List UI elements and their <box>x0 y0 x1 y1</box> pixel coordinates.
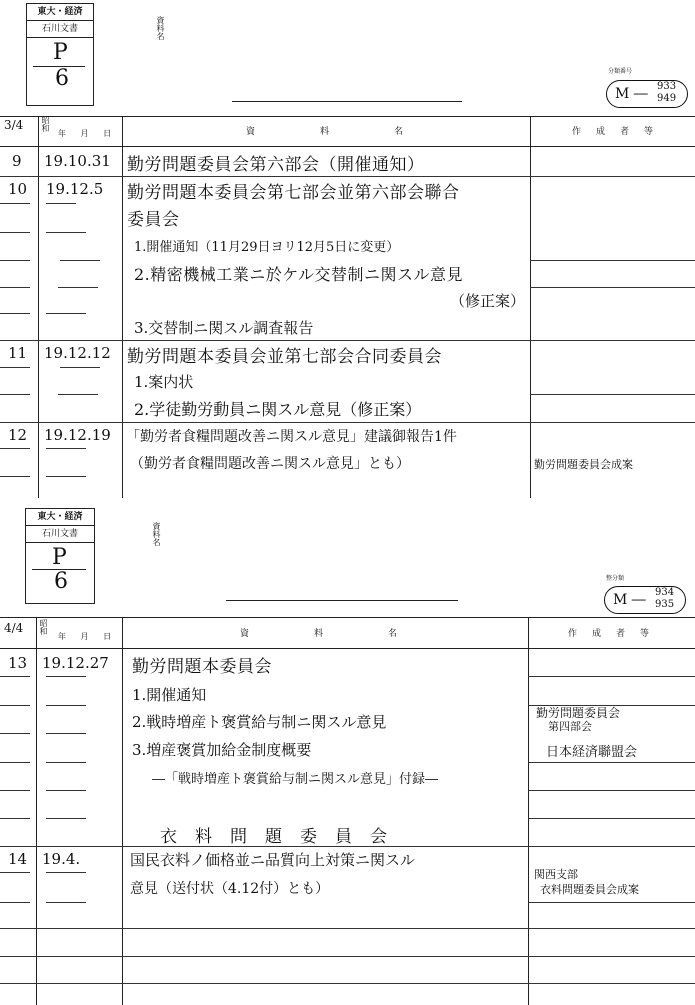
row-text: 勤労問題委員会第六部会（開催通知） <box>127 155 425 175</box>
stamp-line-4: 6 <box>55 66 69 91</box>
row-author: 勤労問題委員会成案 <box>534 458 633 471</box>
header-date-1: 年 月 日 <box>58 129 118 138</box>
row-no: 11 <box>8 344 28 362</box>
header-title-1: 資 料 名 <box>246 127 432 137</box>
header-title-2: 資 料 名 <box>240 629 426 639</box>
row-text: 国民衣料ノ価格並ニ品質向上対策ニ関スル <box>130 851 416 869</box>
row-date: 19.4. <box>42 850 81 868</box>
row-text: ―「戦時増産ト褒賞給与制ニ関スル意見」付録― <box>152 772 439 787</box>
header-date-2: 年 月 日 <box>58 632 118 641</box>
row-text: 3.交替制ニ関スル調査報告 <box>134 319 314 337</box>
shiryoumei-label-2: 資料名 <box>152 522 161 546</box>
row-text: 1.開催通知 <box>132 686 207 704</box>
stamp-line-1: 東大・経済 <box>26 509 94 526</box>
stamp-line-3: P <box>53 40 68 65</box>
row-no: 9 <box>12 152 22 170</box>
row-date: 19.12.27 <box>42 654 109 672</box>
header-author-1: 作 成 者 等 <box>572 127 657 137</box>
class-number-2: M ― 934 935 <box>604 586 686 614</box>
row-no: 13 <box>8 654 28 672</box>
header-era-1: 昭和 <box>41 116 50 132</box>
row-text: 2.精密機械工業ニ於ケル交替制ニ関スル意見 <box>134 265 463 284</box>
row-text: 衣 料 問 題 委 員 会 <box>160 827 388 847</box>
stamp-line-2: 石川文書 <box>27 21 93 38</box>
row-no: 14 <box>8 850 28 868</box>
row-text: 勤労問題本委員会並第七部会合同委員会 <box>127 347 442 367</box>
stamp-line-1: 東大・経済 <box>27 4 93 21</box>
row-author: 勤労問題委員会 <box>536 706 621 720</box>
row-date: 19.10.31 <box>44 152 111 170</box>
stamp-line-4: 6 <box>54 569 68 594</box>
row-author: 日本経済聯盟会 <box>546 745 638 760</box>
row-text: 3.増産褒賞加給金制度概要 <box>132 741 312 759</box>
header-era-2: 昭和 <box>39 619 48 635</box>
archive-stamp-1 <box>26 3 94 106</box>
class-no-label-1: 分類番号 <box>608 68 633 75</box>
row-no: 12 <box>8 426 28 444</box>
row-text: 1.案内状 <box>134 373 194 391</box>
row-no: 10 <box>8 180 28 198</box>
class-number-1: M ― 933 949 <box>606 80 688 108</box>
row-text: 2.戦時増産ト褒賞給与制ニ関スル意見 <box>132 713 387 731</box>
header-author-2: 作 成 者 等 <box>568 629 653 639</box>
row-text: 意見（送付状（4.12付）とも） <box>130 881 330 897</box>
row-author: 第四部会 <box>548 720 592 733</box>
stamp-line-2: 石川文書 <box>26 526 94 543</box>
row-text: 勤労問題本委員会 <box>132 657 272 677</box>
class-no-label-2: 整分類 <box>606 575 625 582</box>
row-author: 衣料問題委員会成案 <box>540 883 639 896</box>
stamp-line-3: P <box>52 545 67 570</box>
page-number-1: 3/4 <box>4 118 24 132</box>
row-author: 関西支部 <box>534 868 578 881</box>
row-text: 2.学徒勤労動員ニ関スル意見（修正案） <box>134 400 422 419</box>
row-text: 「勤労者食糧問題改善ニ関スル意見」建議御報告1件 <box>126 429 457 445</box>
row-text: 1.開催通知（11月29日ヨリ12月5日に変更） <box>134 240 400 255</box>
row-text: （勤労者食糧問題改善ニ関スル意見」とも） <box>130 456 410 472</box>
row-date: 19.12.19 <box>44 426 111 444</box>
archive-stamp-2 <box>25 508 95 604</box>
page-number-2: 4/4 <box>4 621 24 635</box>
row-text: 委員会 <box>127 210 180 230</box>
row-text: 勤労問題本委員会第七部会並第六部会聯合 <box>127 183 460 203</box>
row-date: 19.12.12 <box>44 344 111 362</box>
row-date: 19.12.5 <box>46 180 104 198</box>
row-text: （修正案） <box>450 292 526 310</box>
shiryoumei-label-1: 資料名 <box>156 16 165 40</box>
